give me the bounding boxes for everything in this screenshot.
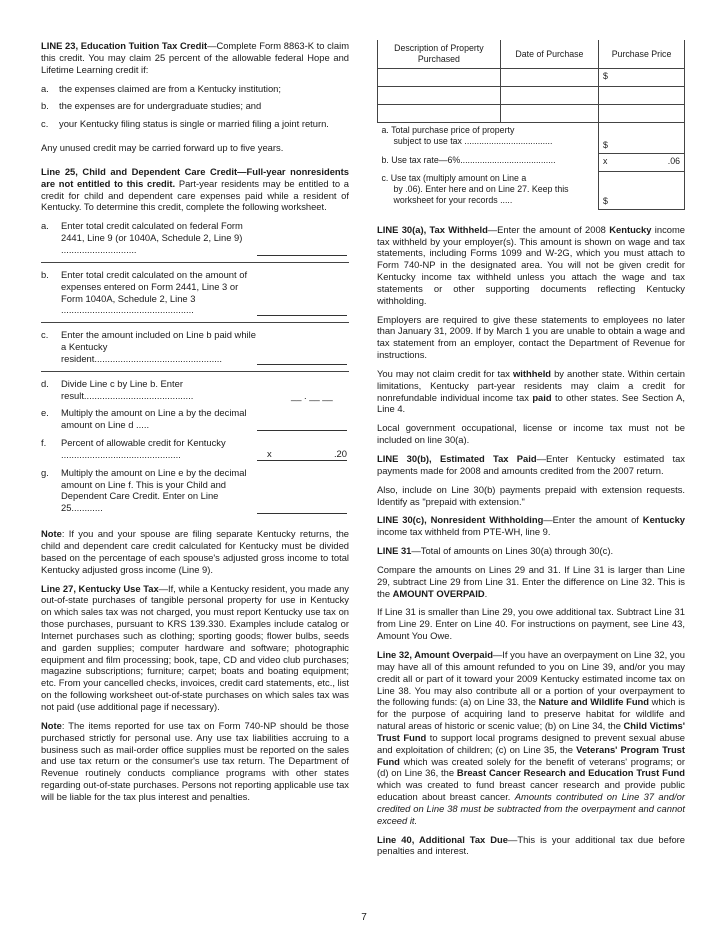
line30a-paragraph: LINE 30(a), Tax Withheld—Enter the amount of 2008 Kentucky income tax withheld by your employer(s). This amount is shown on wage and tax statements, including Forms 1099 and W-2G, which you must attach to Form 740-NP in the designated area. You will not be given credit for Kentucky income tax withheld unless you attach the wage and tax statements or other supporting documents reflecting Kentucky withholding.	[377, 223, 685, 306]
list-item: a. the expenses claimed are from a Kentucky institution;	[41, 82, 281, 94]
use-tax-worksheet	[377, 40, 685, 210]
worksheet-row: f. Percent of allowable credit for Kentucky .............................................. x .20	[41, 437, 347, 460]
answer-line[interactable]	[257, 503, 347, 514]
carry-forward-text: Any unused credit may be carried forward up to five years.	[41, 142, 284, 154]
divider	[41, 371, 349, 372]
line31-compare: Compare the amounts on Lines 29 and 31. If Line 31 is larger than Line 29, subtract Line 29 from Line 31. Enter the difference on Line 32. This is the AMOUNT OVERPAID.	[377, 563, 685, 599]
table-header-row: Description of Property Purchased Date of Purchase Purchase Price	[378, 40, 685, 69]
line40-paragraph: Line 40, Additional Tax Due—This is your additional tax due before penalties and interest.	[377, 833, 685, 857]
answer-line[interactable]	[257, 305, 347, 316]
line30a-other-states: You may not claim credit for tax withheld by another state. Within certain limitations, Kentucky part-year residents may claim a credit for nonrefundable individual income tax paid to other states. See Section A, Line 4.	[377, 367, 685, 415]
page-number: 7	[361, 912, 367, 923]
line27-paragraph: Line 27, Kentucky Use Tax—If, while a Kentucky resident, you made any out-of-state purchases of tangible personal property for use in Kentucky on which sales tax was not charged, you must report Kentucky use tax on those purchases, pursuant to KRS 139.330. Examples include catalog or Internet purchases such as clothing; sporting goods; flower bulbs, seeds and garden supplies; computer hardware and software; photographic equipment and film processing; book, tape, CD and video club purchases; magazine subscriptions; furniture; carpet; boats and boating equipment; etc. From your cancelled checks, invoices, credit card statements, etc., list on the following worksheet out-of-state purchases on which sales tax was not paid (use additional page if necessary).	[41, 582, 349, 712]
calc-row: b. Use tax rate—6%....................................... x .06	[378, 153, 685, 171]
answer-line[interactable]	[257, 420, 347, 431]
note2-paragraph: Note: The items reported for use tax on Form 740-NP should be those purchased strictly for personal use. Any use tax liabilities accruing to a business such as mail-order office supplies must be reported on the sales and use tax return or the consumer's use tax return. The Department of Revenue routinely conducts compliance programs with other states regarding out-of-state purchases. Persons not reporting applicable use tax will be liable for the tax plus interest and penalties.	[41, 719, 349, 802]
line30a-local: Local government occupational, license or income tax must not be included on line 30(a).	[377, 422, 685, 446]
line31-paragraph: LINE 31—Total of amounts on Lines 30(a) through 30(c).	[377, 545, 614, 557]
line30b-paragraph: LINE 30(b), Estimated Tax Paid—Enter Kentucky estimated tax payments made for 2008 and amounts credited from the 2007 return.	[377, 453, 685, 476]
table-row	[378, 87, 685, 105]
line25-paragraph: Line 25, Child and Dependent Care Credit—Full-year nonresidents are not entitled to this credit. Part-year residents may be entitled to a credit for child and dependent care expenses paid while a resident of Kentucky. To determine this credit, complete the following worksheet.	[41, 165, 349, 213]
percent-value: x .20	[257, 448, 347, 461]
note1-paragraph: Note: If you and your spouse are filing separate Kentucky returns, the child and dependent care credit calculated for Kentucky must be divided based on the percentage of each spouse's adjusted gross income to total Kentucky adjusted gross income (Line 9).	[41, 528, 349, 575]
divider	[41, 262, 349, 263]
line23-paragraph: LINE 23, Education Tuition Tax Credit—Complete Form 8863-K to claim this credit. You may claim 25 percent of the allowable federal Hope and Lifetime Learning credit if:	[41, 40, 350, 75]
line31-owe: If Line 31 is smaller than Line 29, you owe additional tax. Subtract Line 31 from Line 29. Enter on Line 40. For instructions on payment, see Line 43, Amount You Owe.	[377, 606, 685, 642]
divider	[41, 322, 349, 323]
calc-row: a. Total purchase price of property subject to use tax .................................... $	[378, 123, 685, 154]
right-column	[377, 40, 685, 864]
worksheet-row: g. Multiply the amount on Line e by the decimal amount on Line f. This is your Child and Dependent Care Credit. Enter on Line 25............	[41, 467, 349, 514]
list-item: c. your Kentucky filing status is single or married filing a joint return.	[41, 118, 329, 130]
worksheet-row: b. Enter total credit calculated on the amount of expenses entered on Form 2441, Line 3 or Form 1040A, Schedule 2, Line 3 ...................................................	[41, 269, 349, 316]
line30a-employers: Employers are required to give these statements to employees no later than January 31, 2009. If by March 1 you are unable to obtain a wage and tax statement from an employer, contact the Department of Revenue for instructions.	[377, 313, 685, 361]
worksheet-row: a. Enter total credit calculated on federal Form 2441, Line 9 (or 1040A, Schedule 2, Line 9) .............................	[41, 220, 349, 256]
table-row	[378, 105, 685, 123]
decimal-answer[interactable]: __ . __ __	[291, 389, 333, 401]
line32-paragraph: Line 32, Amount Overpaid—If you have an overpayment on Line 32, you may have all of this amount refunded to you on Line 39, and/or you may credit all or part of it toward your 2009 Kentucky estimated income tax on Line 38. You may also contribute all or a portion of your overpayment to the following funds: (a) on Line 33, the Nature and Wildlife Fund which is for the purpose of acquiring land to preserve habitat for wildlife and natural areas of historic or scenic value; (b) on Line 34, the Child Victims' Trust Fund to support local programs designed to prevent sexual abuse and exploitation of children; (c) on Line 35, the Veterans' Program Trust Fund which was created solely for the benefit of veterans' programs; or (d) on Line 36, the Breast Cancer Research and Education Trust Fund which was created to fund breast cancer research and provide public education about breast cancer. Amounts contributed on Line 37 and/or credited on Line 38 must be subtracted from the overpayment and cannot exceed it.	[377, 648, 686, 826]
table-row: $	[378, 69, 685, 87]
line30b-extension: Also, include on Line 30(b) payments prepaid with extension requests. Identify as "prepaid with extension."	[377, 483, 685, 507]
left-column	[41, 40, 349, 810]
worksheet-row: e. Multiply the amount on Line a by the decimal amount on Line d .....	[41, 407, 349, 431]
answer-line[interactable]	[257, 245, 347, 256]
answer-line[interactable]	[257, 354, 347, 365]
list-item: b. the expenses are for undergraduate studies; and	[41, 100, 262, 112]
line30c-paragraph: LINE 30(c), Nonresident Withholding—Enter the amount of Kentucky income tax withheld from PTE-WH, line 9.	[377, 514, 685, 538]
calc-row: c. Use tax (multiply amount on Line a by .06). Enter here and on Line 27. Keep this worksheet for your records ..... $	[378, 171, 685, 209]
worksheet-row: d. Divide Line c by Line b. Enter result.......................................... __ . __ __	[41, 377, 333, 401]
worksheet-row: c. Enter the amount included on Line b paid while a Kentucky resident.................................................	[41, 329, 349, 365]
